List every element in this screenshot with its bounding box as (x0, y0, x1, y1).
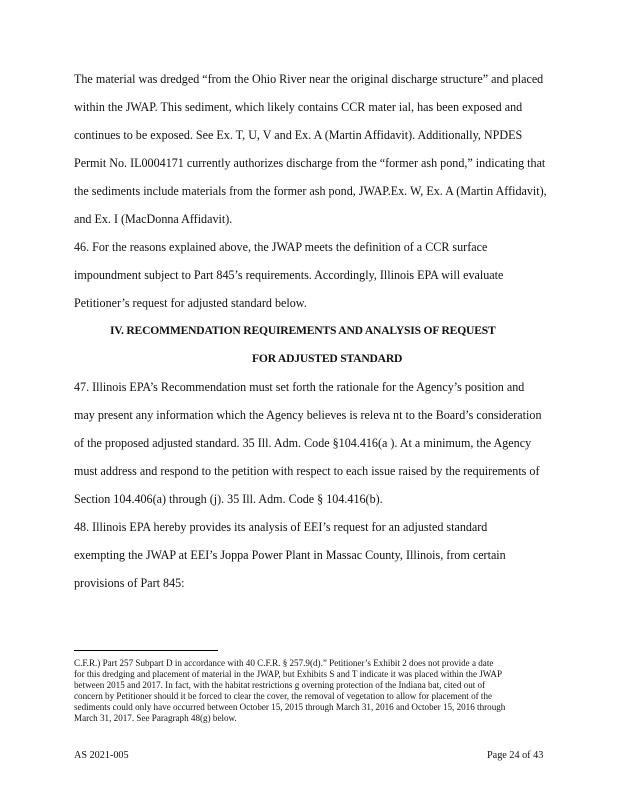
section-heading: IV. RECOMMENDATION REQUIREMENTS AND ANALYSIS OF REQUEST (110, 324, 496, 337)
footnote-line: sediments could only have occurred between October 15, 2015 through March 31, 2016 and October 15, 2016 through (74, 702, 506, 712)
body-line: the sediments include materials from the former ash pond, JWAP.Ex. W, Ex. A (Martin Affidavit), (74, 184, 547, 198)
paragraph-48-line: 48. Illinois EPA hereby provides its analysis of EEI’s request for an adjusted standard (74, 520, 488, 534)
body-line: within the JWAP. This sediment, which likely contains CCR mater ial, has been exposed and (74, 100, 523, 114)
body-line: continues to be exposed. See Ex. T, U, V and Ex. A (Martin Affidavit). Additionally, NPDES (74, 128, 523, 142)
paragraph-47-line: Section 104.406(a) through (j). 35 Ill. Adm. Code § 104.416(b). (74, 492, 383, 506)
body-line: Permit No. IL0004171 currently authorizes discharge from the “former ash pond,” indicating that (74, 156, 546, 170)
paragraph-46-line: impoundment subject to Part 845’s requirements. Accordingly, Illinois EPA will evaluate (74, 268, 504, 282)
footnote-line: between 2015 and 2017. In fact, with the habitat restrictions g overning protection of the Indiana bat, cited out of (74, 680, 486, 690)
body-line: The material was dredged “from the Ohio River near the original discharge structure” and placed (74, 72, 544, 86)
footnote-line: for this dredging and placement of material in the JWAP, but Exhibits S and T indicate it was placed within the JWAP (74, 669, 502, 679)
case-number: AS 2021-005 (74, 750, 129, 761)
footnote-line: March 31, 2017. See Paragraph 48(g) below. (74, 713, 237, 723)
paragraph-46-line: Petitioner’s request for adjusted standard below. (74, 296, 307, 310)
paragraph-48-line: provisions of Part 845: (74, 576, 185, 590)
paragraph-47-line: of the proposed adjusted standard. 35 Ill. Adm. Code §104.416(a ). At a minimum, the Agency (74, 436, 532, 450)
paragraph-47-line: must address and respond to the petition with respect to each issue raised by the requirements of (74, 464, 540, 478)
body-line: and Ex. I (MacDonna Affidavit). (74, 212, 233, 226)
paragraph-46-line: 46. For the reasons explained above, the JWAP meets the definition of a CCR surface (74, 240, 488, 254)
paragraph-47-line: 47. Illinois EPA’s Recommendation must set forth the rationale for the Agency’s position and (74, 380, 525, 394)
page-number: Page 24 of 43 (487, 750, 544, 761)
section-heading-continued: FOR ADJUSTED STANDARD (252, 352, 403, 365)
footnote-separator (74, 650, 218, 651)
footnote-line: C.F.R.) Part 257 Subpart D in accordance with 40 C.F.R. § 257.9(d).” Petitioner’s Exhibit 2 does not provide a date (74, 658, 494, 668)
footnote-line: concern by Petitioner should it be forced to clear the cover, the removal of vegetation to allow for placement of the (74, 691, 493, 701)
paragraph-47-line: may present any information which the Agency believes is releva nt to the Board’s consideration (74, 408, 542, 422)
paragraph-48-line: exempting the JWAP at EEI’s Joppa Power Plant in Massac County, Illinois, from certain (74, 548, 506, 562)
